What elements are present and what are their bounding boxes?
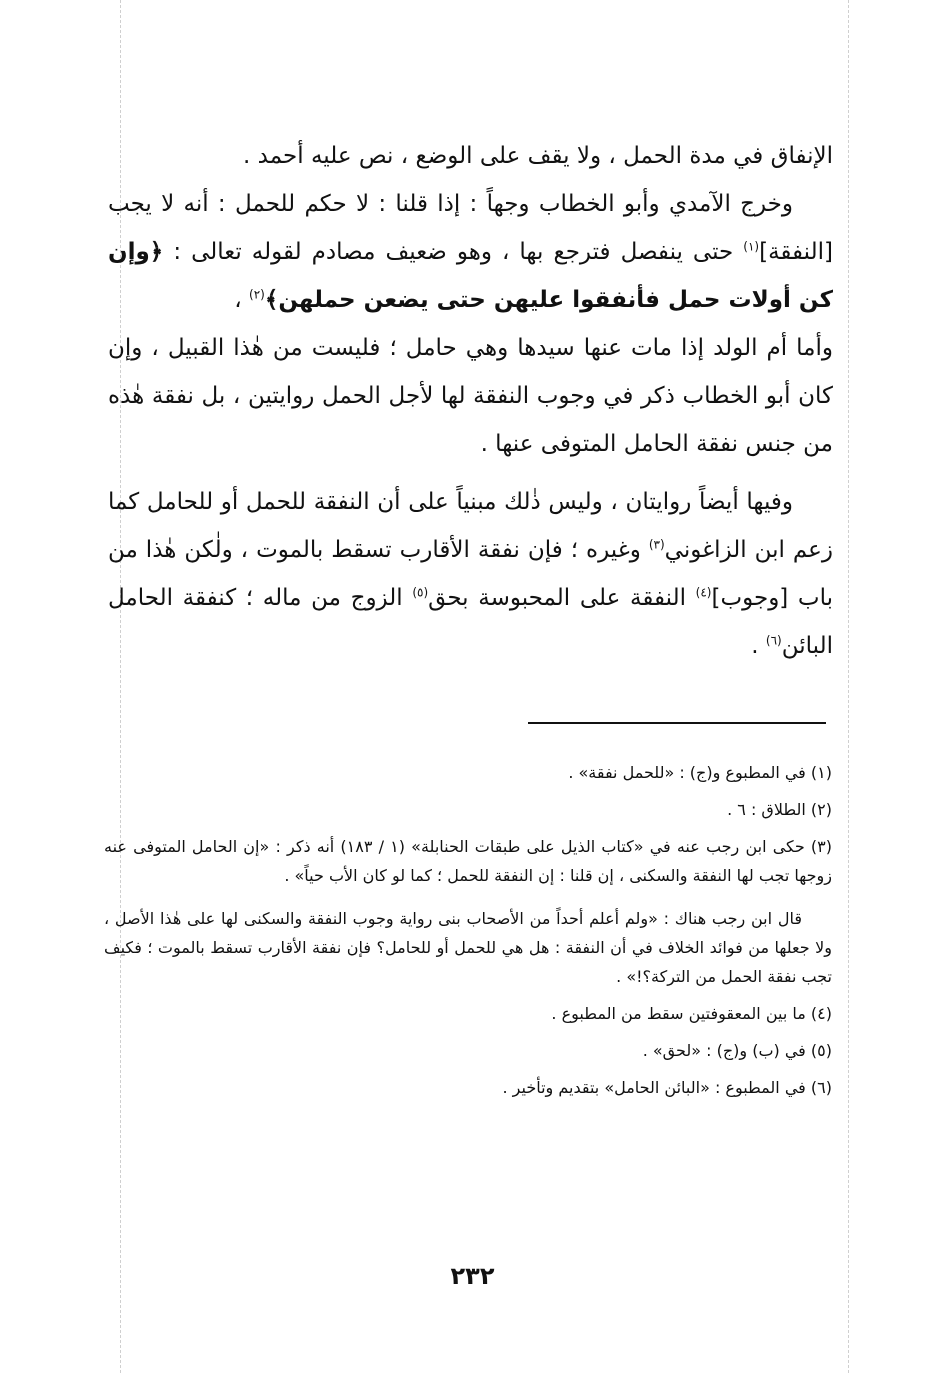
footnote-3: (٣) حكى ابن رجب عنه في «كتاب الذيل على طبقات الحنابلة» (١ / ١٨٣) أنه ذكر : «إن الحامل المتوفى عنه زوجها تجب لها النفقة والسكنى ، إن قلنا : إن النفقة للحمل ؛ كما لو كان الأب حياً» . bbox=[104, 837, 833, 885]
footnote-separator bbox=[528, 722, 826, 724]
paragraph-3: وأما أم الولد إذا مات عنها سيدها وهي حامل ؛ فليست من هٰذا القبيل ، وإن كان أبو الخطاب ذكر في وجوب النفقة لها لأجل الحمل روايتين ، بل نفقة هٰذه من جنس نفقة الحامل المتوفى عنها . bbox=[108, 335, 833, 457]
page-number: ٢٣٢ bbox=[450, 1262, 495, 1290]
paragraph-4-text-e: . bbox=[751, 633, 766, 659]
footnote-ref-2: (٢) bbox=[249, 287, 265, 302]
paragraph-2-text-a: وخرج الآمدي وأبو الخطاب وجهاً : إذا قلنا : لا حكم للحمل : أنه لا يجب [النفقة] bbox=[108, 191, 833, 265]
quran-verse: ﴿وإن كن أولات حمل فأنفقوا عليهن حتى يضعن حملهن﴾ bbox=[108, 239, 833, 313]
footnote-ref-3: (٣) bbox=[648, 537, 665, 552]
paragraph-2 bbox=[108, 180, 833, 324]
main-text bbox=[108, 132, 833, 670]
paragraph-4 bbox=[108, 478, 833, 670]
footnote-ref-1: (١) bbox=[743, 239, 760, 254]
paragraph-1: الإنفاق في مدة الحمل ، ولا يقف على الوضع ، نص عليه أحمد . bbox=[243, 143, 833, 169]
scan-edge-right bbox=[848, 0, 849, 1373]
paragraph-2-text-c: ، bbox=[234, 287, 250, 313]
paragraph-4-text-c: النفقة على المحبوسة بحق bbox=[428, 585, 696, 611]
paragraph-4-text-b: وغيره ؛ فإن نفقة الأقارب تسقط بالموت ، ولٰكن هٰذا من باب [وجوب] bbox=[108, 537, 833, 611]
paragraph-4-text-d: الزوج من ماله ؛ كنفقة الحامل البائن bbox=[108, 585, 833, 659]
paragraph-4-text-a: وفيها أيضاً روايتان ، وليس ذٰلك مبنياً على أن النفقة للحمل أو للحامل كما زعم ابن الزاغوني bbox=[108, 489, 834, 563]
footnote-2: (٢) الطلاق : ٦ . bbox=[727, 800, 832, 819]
paragraph-2-text-b: حتى ينفصل فترجع بها ، وهو ضعيف مصادم لقوله تعالى : bbox=[163, 239, 744, 265]
footnote-3-continued: قال ابن رجب هناك : «ولم أعلم أحداً من الأصحاب بنى رواية وجوب النفقة والسكنى لها على هٰذا الأصل ، ولا جعلها من فوائد الخلاف في أن النفقة : هل هي للحمل أو للحامل؟ فإن نفقة الأقارب تسقط بالموت ؛ فكيف تجب نفقة الحمل من التركة؟!» . bbox=[104, 909, 832, 986]
footnote-ref-5: (٥) bbox=[412, 585, 429, 600]
footnotes bbox=[104, 758, 832, 1110]
footnote-ref-6: (٦) bbox=[765, 633, 782, 648]
footnote-1: (١) في المطبوع و(ج) : «للحمل نفقة» . bbox=[568, 763, 832, 782]
footnote-6: (٦) في المطبوع : «البائن الحامل» بتقديم وتأخير . bbox=[502, 1078, 832, 1097]
footnote-4: (٤) ما بين المعقوفتين سقط من المطبوع . bbox=[551, 1004, 832, 1023]
footnote-5: (٥) في (ب) و(ج) : «لحق» . bbox=[642, 1041, 832, 1060]
footnote-ref-4: (٤) bbox=[695, 585, 712, 600]
